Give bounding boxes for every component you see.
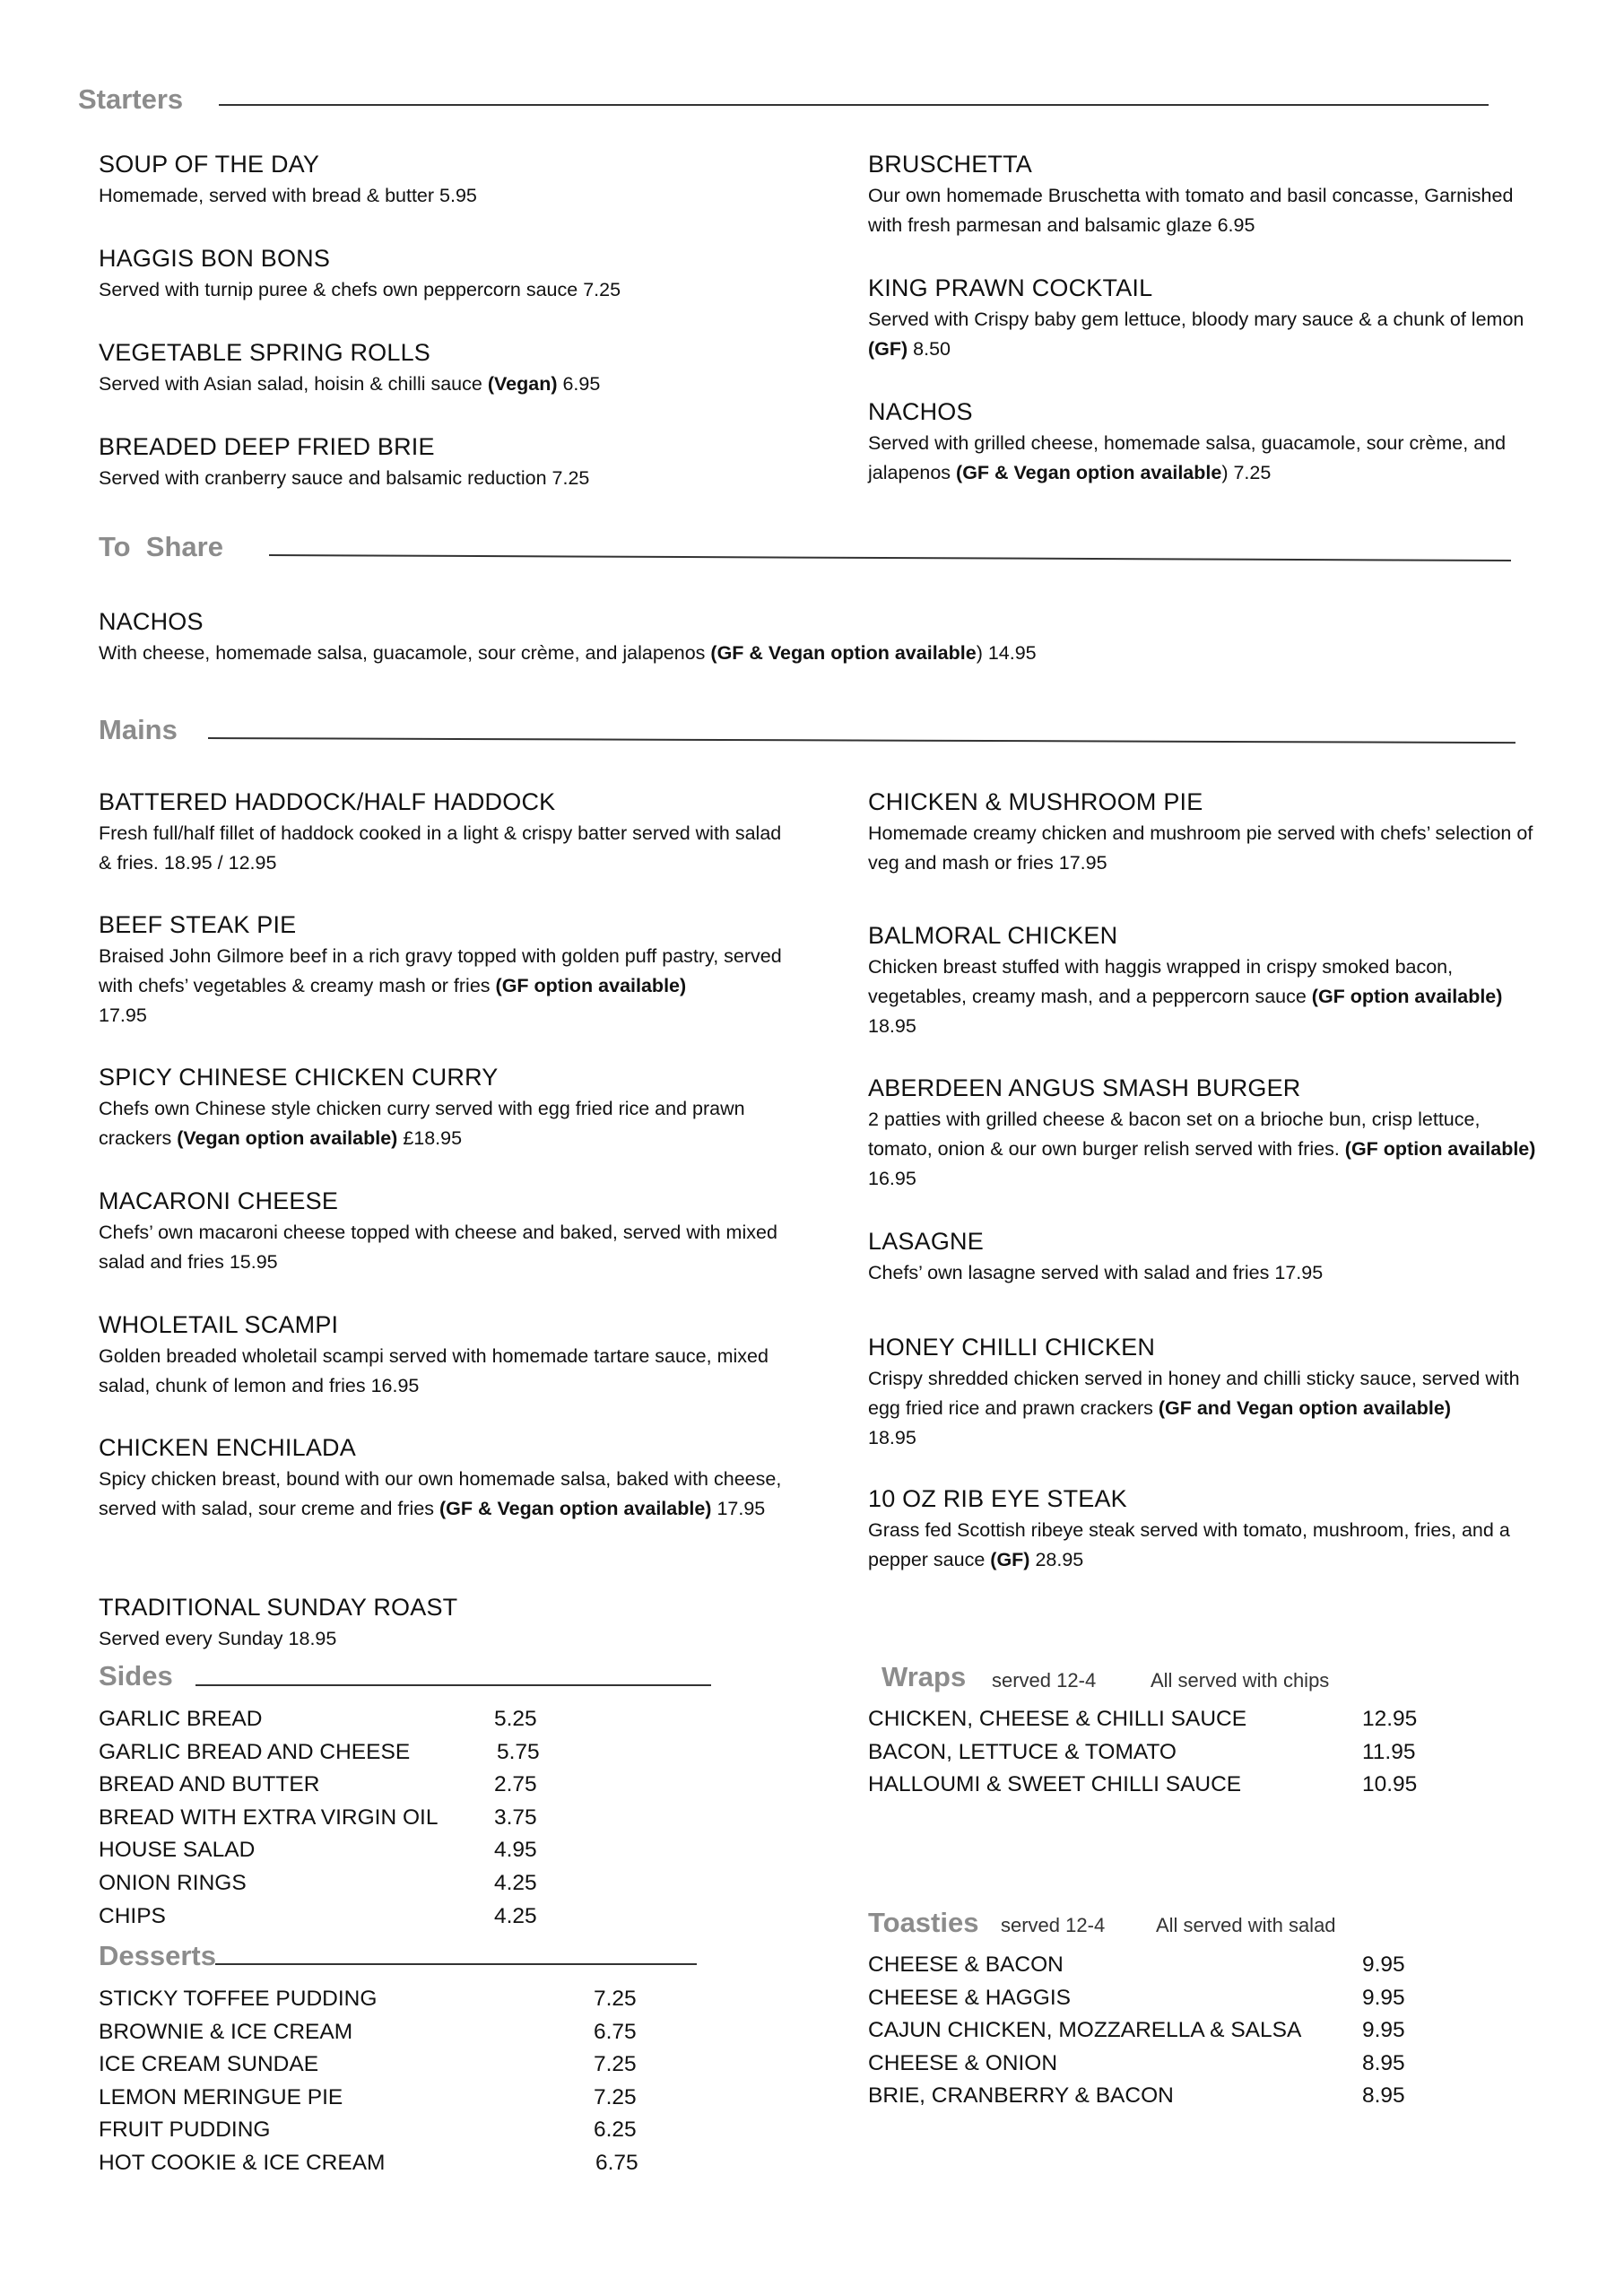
dietary-tag: (Vegan): [487, 373, 558, 395]
item-description: Served with grilled cheese, homemade salsa, guacamole, sour crème, and jalapenos (GF & Vegan option available) 7.25: [868, 432, 1507, 483]
menu-item: [99, 149, 798, 211]
item-description: With cheese, homemade salsa, guacamole, sour crème, and jalapenos (GF & Vegan option available) 14.95: [99, 642, 1037, 664]
list-item: ONION RINGS 4.25: [99, 1870, 537, 1895]
section-rule: [208, 737, 1515, 744]
dietary-tag: (GF option available): [1311, 986, 1503, 1007]
menu-item: [99, 1592, 789, 1654]
wraps-list: [868, 1703, 1496, 1802]
item-name: ABERDEEN ANGUS SMASH BURGER: [868, 1074, 1301, 1101]
list-item: CHEESE & ONION 8.95: [868, 2050, 1405, 2075]
item-description: Served with turnip puree & chefs own peppercorn sauce 7.25: [99, 279, 621, 300]
item-name: BREADED DEEP FRIED BRIE: [99, 433, 435, 460]
item-name: HAGGIS BON BONS: [99, 245, 331, 272]
list-item: CHEESE & HAGGIS 9.95: [868, 1985, 1405, 2010]
desserts-list: [99, 1983, 726, 2180]
section-heading-desserts: Desserts: [99, 1940, 216, 1971]
item-name: NACHOS: [868, 398, 973, 425]
item-name: BEEF STEAK PIE: [99, 911, 297, 938]
item-name: 10 OZ RIB EYE STEAK: [868, 1485, 1127, 1512]
list-item: BREAD WITH EXTRA VIRGIN OIL 3.75: [99, 1805, 537, 1830]
menu-item: [99, 431, 798, 493]
section-rule: [215, 1963, 697, 1965]
dietary-tag: (GF option available): [495, 975, 687, 996]
menu-item: [99, 606, 1533, 668]
list-item: FRUIT PUDDING 6.25: [99, 2118, 637, 2143]
list-item: HOT COOKIE & ICE CREAM 6.75: [99, 2150, 638, 2175]
section-rule: [219, 104, 1489, 106]
menu-item: [99, 1432, 789, 1524]
item-description: Fresh full/half fillet of haddock cooked in a light & crispy batter served with salad & fries. 18.95 / 12.95: [99, 822, 782, 874]
menu-item: [99, 909, 789, 1031]
item-description: Homemade, served with bread & butter 5.95: [99, 185, 477, 206]
menu-item: [868, 1332, 1550, 1453]
menu-item: [99, 1186, 789, 1277]
dietary-tag: (GF and Vegan option available): [1158, 1397, 1451, 1419]
toasties-served-hours: served 12-4: [1001, 1914, 1106, 1936]
list-item: STICKY TOFFEE PUDDING 7.25: [99, 1987, 637, 2011]
sides-list: [99, 1703, 726, 1933]
section-heading-toasties: Toasties: [868, 1907, 979, 1938]
wraps-served-hours: served 12-4: [992, 1669, 1097, 1692]
list-item: BACON, LETTUCE & TOMATO 11.95: [868, 1739, 1416, 1764]
dietary-tag: (GF & Vegan option available: [956, 462, 1222, 483]
item-name: VEGETABLE SPRING ROLLS: [99, 339, 431, 366]
item-name: BRUSCHETTA: [868, 151, 1033, 178]
section-heading-to-share: To Share: [99, 531, 223, 562]
section-heading-wraps: Wraps: [881, 1661, 967, 1692]
list-item: GARLIC BREAD AND CHEESE 5.75: [99, 1739, 540, 1764]
item-name: MACARONI CHEESE: [99, 1187, 339, 1214]
dietary-tag: (GF): [868, 338, 908, 360]
item-description: Served every Sunday 18.95: [99, 1628, 337, 1649]
item-name: SOUP OF THE DAY: [99, 151, 320, 178]
item-description: Chicken breast stuffed with haggis wrapped in crispy smoked bacon, vegetables, creamy mash, and a peppercorn sauce (GF option available) 18.95: [868, 956, 1503, 1037]
dietary-tag: (GF & Vegan option available: [710, 642, 977, 664]
wraps-served-note: All served with chips: [1151, 1669, 1330, 1692]
item-name: SPICY CHINESE CHICKEN CURRY: [99, 1064, 499, 1091]
toasties-list: [868, 1949, 1496, 2113]
list-item: CHICKEN, CHEESE & CHILLI SAUCE 12.95: [868, 1707, 1418, 1731]
menu-item: [868, 396, 1550, 488]
item-name: HONEY CHILLI CHICKEN: [868, 1334, 1156, 1361]
menu-item: [868, 1483, 1550, 1575]
item-description: 2 patties with grilled cheese & bacon set on a brioche bun, crisp lettuce, tomato, onion & our own burger relish served with fries. (GF option available) 16.95: [868, 1109, 1536, 1189]
item-name: WHOLETAIL SCAMPI: [99, 1311, 339, 1338]
item-description: Chefs’ own macaroni cheese topped with cheese and baked, served with mixed salad and fries 15.95: [99, 1222, 777, 1273]
item-name: KING PRAWN COCKTAIL: [868, 274, 1153, 301]
section-heading-starters: Starters: [78, 83, 184, 115]
item-name: BATTERED HADDOCK/HALF HADDOCK: [99, 788, 556, 815]
dietary-tag: (GF & Vegan option available): [439, 1498, 712, 1519]
item-description: Chefs’ own lasagne served with salad and fries 17.95: [868, 1262, 1324, 1283]
menu-item: [99, 1309, 789, 1401]
item-name: LASAGNE: [868, 1228, 984, 1255]
list-item: CAJUN CHICKEN, MOZZARELLA & SALSA 9.95: [868, 2018, 1405, 2043]
section-rule: [269, 554, 1511, 561]
item-name: NACHOS: [99, 608, 204, 635]
item-name: BALMORAL CHICKEN: [868, 922, 1118, 949]
dietary-tag: (GF): [990, 1549, 1030, 1570]
item-description: Homemade creamy chicken and mushroom pie served with chefs’ selection of veg and mash or fries 17.95: [868, 822, 1533, 874]
menu-item: [868, 149, 1550, 240]
menu-item: [99, 337, 798, 399]
dietary-tag: (Vegan option available): [177, 1127, 398, 1149]
section-rule: [195, 1684, 711, 1686]
item-description: Crispy shredded chicken served in honey and chilli sticky sauce, served with egg fried rice and prawn crackers (GF and Vegan option available) 18.95: [868, 1368, 1520, 1448]
menu-item: [868, 787, 1550, 878]
list-item: ICE CREAM SUNDAE 7.25: [99, 2052, 637, 2077]
item-description: Golden breaded wholetail scampi served with homemade tartare sauce, mixed salad, chunk of lemon and fries 16.95: [99, 1345, 769, 1396]
item-name: CHICKEN ENCHILADA: [99, 1434, 356, 1461]
item-description: Braised John Gilmore beef in a rich gravy topped with golden puff pastry, served with chefs’ vegetables & creamy mash or fries (GF option available) 17.95: [99, 945, 782, 1026]
menu-item: [99, 1062, 789, 1153]
list-item: BREAD AND BUTTER 2.75: [99, 1772, 537, 1797]
item-description: Grass fed Scottish ribeye steak served with tomato, mushroom, fries, and a pepper sauce (GF) 28.95: [868, 1519, 1510, 1570]
menu-item: [868, 1226, 1550, 1288]
item-description: Chefs own Chinese style chicken curry served with egg fried rice and prawn crackers (Vegan option available) £18.95: [99, 1098, 745, 1149]
item-description: Our own homemade Bruschetta with tomato and basil concasse, Garnished with fresh parmesan and balsamic glaze 6.95: [868, 185, 1514, 236]
menu-item: [99, 787, 789, 878]
item-description: Served with Asian salad, hoisin & chilli sauce (Vegan) 6.95: [99, 373, 601, 395]
item-description: Served with Crispy baby gem lettuce, bloody mary sauce & a chunk of lemon (GF) 8.50: [868, 309, 1524, 360]
dietary-tag: (GF option available): [1344, 1138, 1536, 1160]
item-description: Served with cranberry sauce and balsamic reduction 7.25: [99, 467, 590, 489]
menu-item: [868, 273, 1550, 364]
menu-item: [868, 1073, 1550, 1194]
item-name: CHICKEN & MUSHROOM PIE: [868, 788, 1203, 815]
list-item: CHIPS 4.25: [99, 1903, 537, 1928]
item-description: Spicy chicken breast, bound with our own homemade salsa, baked with cheese, served with salad, sour creme and fries (GF & Vegan option available) 17.95: [99, 1468, 782, 1519]
list-item: HOUSE SALAD 4.95: [99, 1838, 537, 1863]
list-item: BROWNIE & ICE CREAM 6.75: [99, 2019, 637, 2044]
section-heading-mains: Mains: [99, 714, 178, 745]
list-item: HALLOUMI & SWEET CHILLI SAUCE 10.95: [868, 1772, 1418, 1797]
section-heading-sides: Sides: [99, 1660, 173, 1692]
menu-item: [99, 243, 798, 305]
toasties-served-note: All served with salad: [1156, 1914, 1336, 1936]
list-item: LEMON MERINGUE PIE 7.25: [99, 2084, 637, 2109]
item-name: TRADITIONAL SUNDAY ROAST: [99, 1594, 458, 1621]
list-item: CHEESE & BACON 9.95: [868, 1952, 1405, 1977]
list-item: BRIE, CRANBERRY & BACON 8.95: [868, 2083, 1405, 2109]
list-item: GARLIC BREAD 5.25: [99, 1707, 537, 1731]
menu-item: [868, 920, 1550, 1041]
